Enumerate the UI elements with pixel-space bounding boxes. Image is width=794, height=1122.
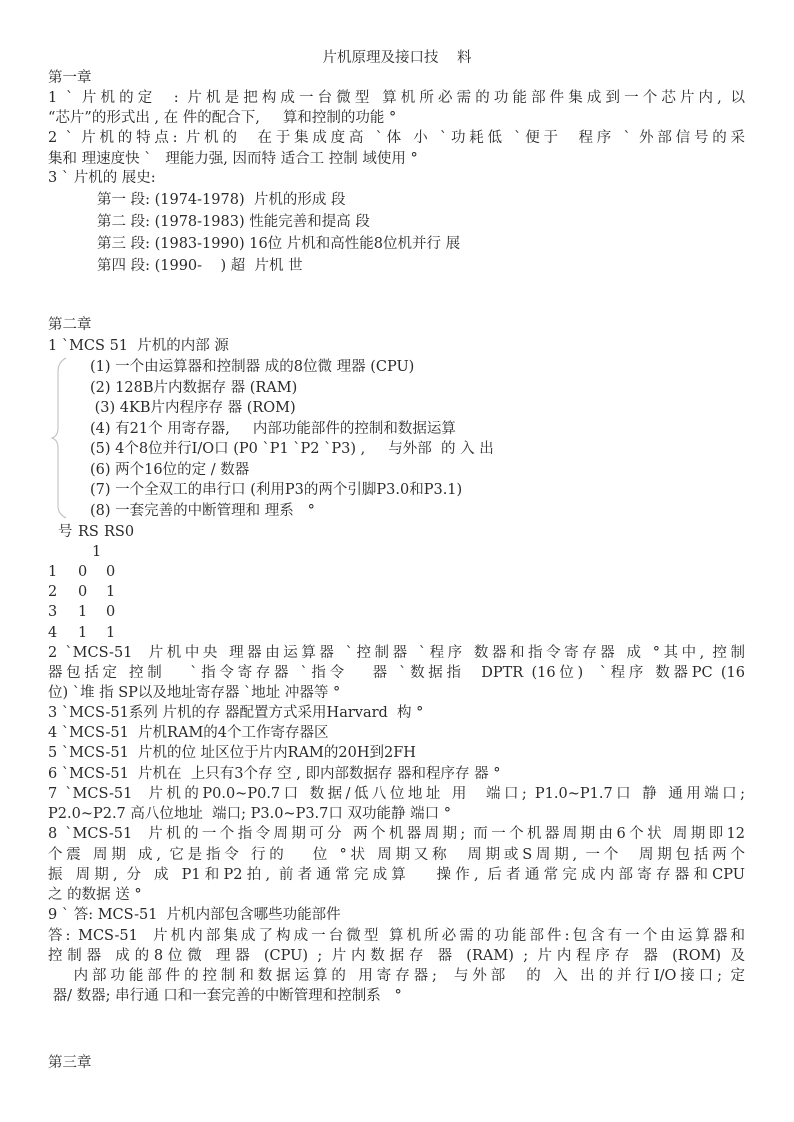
table-cell: 1 bbox=[106, 625, 116, 641]
paragraph-line: 答: MCS-51 片机内部集成了构成一台微型 算机所必需的功能部件:包含有一个由运算器和 bbox=[48, 928, 745, 944]
table-cell: 0 bbox=[106, 604, 116, 620]
paragraph-line: 2 `MCS-51 片机中央 理器由运算器 `控制器 `程序 数器和指令寄存器 成 °其中, 控制 bbox=[48, 645, 745, 661]
table-cell: 1 bbox=[48, 564, 58, 580]
chapter1-heading: 第一章 bbox=[48, 70, 92, 86]
paragraph-line: 之 的数据 送 ° bbox=[48, 887, 142, 903]
paragraph-line: 6 `MCS-51 片机在 上只有3个存 空 , 即内部数据存 器和程序存 器 ° bbox=[48, 766, 501, 782]
table-cell: 1 bbox=[78, 625, 88, 641]
resource-item: (7) 一个全双工的串行口 (利用P3的两个引脚P3.0和P3.1) bbox=[90, 482, 463, 498]
stage-item: 第二 段: (1978-1983) 性能完善和提高 段 bbox=[97, 214, 370, 230]
paragraph-line: 内部功能部件的控制和数据运算的 用寄存器; 与外部 的 入 出的并行I/O接口; 定 bbox=[48, 968, 745, 984]
paragraph-line: P2.0~P2.7 高八位地址 端口; P3.0~P3.7口 双功能静 端口 ° bbox=[48, 806, 451, 822]
stage-item: 第三 段: (1983-1990) 16位 片机和高性能8位机并行 展 bbox=[97, 236, 461, 252]
table-header: 号 bbox=[58, 524, 73, 540]
paragraph-line: 控制器 成的8位微 理器 (CPU) ; 片内数据存 器 (RAM) ; 片内程序存 器 (ROM) 及 bbox=[48, 948, 745, 964]
resource-item: (2) 128B片内数据存 器 (RAM) bbox=[90, 380, 298, 396]
paragraph-line: 1 `MCS 51 片机的内部 源 bbox=[48, 338, 229, 354]
table-cell: 1 bbox=[78, 604, 88, 620]
resource-item: (4) 有21个 用寄存器, 内部功能部件的控制和数据运算 bbox=[90, 421, 456, 437]
resource-item: (5) 4个8位并行I/O口 (P0 `P1 `P2 `P3) , 与外部 的 入 出 bbox=[90, 441, 494, 457]
chapter2-heading: 第二章 bbox=[48, 317, 92, 333]
stage-item: 第四 段: (1990- ) 超 片机 世 bbox=[97, 258, 303, 274]
table-cell: 2 bbox=[48, 584, 58, 600]
resource-item: (8) 一套完善的中断管理和 理系 ° bbox=[90, 503, 315, 519]
paragraph-line: 5 `MCS-51 片机的位 址区位于片内RAM的20H到2FH bbox=[48, 745, 416, 761]
paragraph-line: 3 `MCS-51系列 片机的存 器配置方式采用Harvard 构 ° bbox=[48, 705, 424, 721]
paragraph-line: 集和 理速度快 ` 理能力强, 因而特 适合工 控制 域使用 ° bbox=[48, 151, 418, 167]
paragraph-line: 8 `MCS-51 片机的一个指令周期可分 两个机器周期; 而一个机器周期由6个状 周期即12 bbox=[48, 826, 745, 842]
resource-item: (6) 两个16位的定 / 数器 bbox=[90, 462, 250, 478]
paragraph-line: “芯片”的形式出 , 在 件的配合下, 算和控制的功能 ° bbox=[48, 110, 397, 126]
paragraph-line: 器包括定 控制 `指令寄存器 `指令 器 `数据指 DPTR (16位) `程序 数器PC (16 bbox=[48, 665, 745, 681]
table-header: RS0 bbox=[104, 524, 135, 540]
table-cell: 3 bbox=[48, 604, 58, 620]
chapter3-heading: 第三章 bbox=[48, 1055, 92, 1071]
document-title: 片机原理及接口技 料 bbox=[322, 50, 472, 66]
paragraph-line: 个震 周期 成, 它是指令 行的 位 °状 周期又称 周期或S周期, 一个 周期包括两个 bbox=[48, 847, 745, 863]
table-cell: 0 bbox=[78, 584, 88, 600]
paragraph-line: 振 周期, 分 成 P1和P2拍, 前者通常完成算 操作, 后者通常完成内部寄存器和CPU bbox=[48, 867, 745, 883]
paragraph-line: 2 ` 片机的特点: 片机的 在于集成度高 `体 小 `功耗低 `便于 程序 ` 外部信号的采 bbox=[48, 130, 745, 146]
table-cell: 0 bbox=[106, 564, 116, 580]
resource-item: (3) 4KB片内程序存 器 (ROM) bbox=[90, 400, 296, 416]
table-cell: 1 bbox=[106, 584, 116, 600]
paragraph-line: 7 `MCS-51 片机的P0.0~P0.7口 数据/低八位地址 用 端口; P1.0~P1.7口 静 通用端口; bbox=[48, 786, 745, 802]
table-cell: 4 bbox=[48, 625, 58, 641]
stage-item: 第一 段: (1974-1978) 片机的形成 段 bbox=[97, 192, 346, 208]
table-header-sub: 1 bbox=[92, 544, 102, 560]
resource-item: (1) 一个由运算器和控制器 成的8位微 理器 (CPU) bbox=[90, 359, 415, 375]
paragraph-line: 4 `MCS-51 片机RAM的4个工作寄存器区 bbox=[48, 725, 329, 741]
paragraph-line: 3 ` 片机的 展史: bbox=[48, 170, 156, 186]
paragraph-line: 1 ` 片机的定 : 片机是把构成一台微型 算机所必需的功能部件集成到一个芯片内, 以 bbox=[48, 90, 745, 106]
table-header: RS bbox=[78, 524, 99, 540]
paragraph-line: 9 ` 答: MCS-51 片机内部包含哪些功能部件 bbox=[48, 907, 341, 923]
paragraph-line: 位) `堆 指 SP以及地址寄存器 `地址 冲器等 ° bbox=[48, 685, 341, 701]
paragraph-line: 器/ 数器; 串行通 口和一套完善的中断管理和控制系 ° bbox=[48, 988, 402, 1004]
table-cell: 0 bbox=[78, 564, 88, 580]
